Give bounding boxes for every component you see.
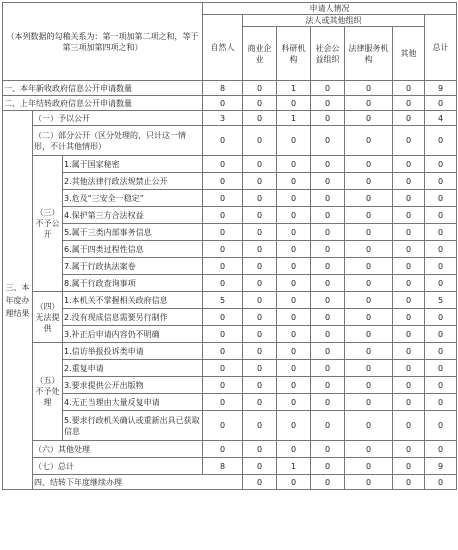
value-cell: 0 [311,207,345,224]
value-cell: 0 [203,275,243,292]
row-label: 7.属于行政执法案卷 [63,258,203,275]
value-cell: 0 [277,96,311,111]
value-cell: 0 [311,343,345,360]
legal-group-header: 法人或其他组织 [243,15,425,27]
value-cell: 0 [277,309,311,326]
value-cell: 0 [425,224,457,241]
row-label: 8.属于行政查询事项 [63,275,203,292]
value-cell: 0 [345,394,393,411]
value-cell: 0 [243,190,277,207]
value-cell: 0 [393,309,425,326]
value-cell: 0 [277,292,311,309]
value-cell: 0 [345,343,393,360]
table-row [3,207,457,224]
value-cell: 0 [345,207,393,224]
value-cell: 0 [393,275,425,292]
row-label: 3.要求提供公开出版物 [63,377,203,394]
col-research: 科研机构 [277,27,311,81]
value-cell: 0 [345,377,393,394]
value-cell: 0 [345,411,393,441]
table-row [3,343,457,360]
table-row [3,126,457,156]
value-cell: 0 [277,441,311,458]
value-cell: 0 [425,275,457,292]
value-cell: 0 [277,258,311,275]
value-cell: 0 [425,411,457,441]
value-cell: 0 [311,111,345,126]
value-cell: 0 [345,258,393,275]
value-cell: 0 [393,360,425,377]
value-cell: 0 [311,292,345,309]
value-cell: 0 [311,475,345,490]
value-cell: 8 [203,458,243,475]
value-cell: 0 [393,343,425,360]
value-cell: 8 [203,81,243,96]
value-cell: 0 [311,81,345,96]
value-cell: 0 [425,343,457,360]
value-cell: 0 [203,156,243,173]
value-cell: 0 [393,258,425,275]
value-cell: 1 [277,81,311,96]
value-cell: 0 [393,241,425,258]
value-cell: 0 [203,377,243,394]
value-cell: 1 [277,458,311,475]
value-cell: 0 [393,156,425,173]
table-row [3,441,457,458]
value-cell: 0 [345,111,393,126]
value-cell: 0 [277,173,311,190]
value-cell: 0 [311,241,345,258]
value-cell: 9 [425,458,457,475]
value-cell: 0 [425,360,457,377]
table-row [3,81,457,96]
row-label: 3.补正后申请内容仍不明确 [63,326,203,343]
value-cell: 0 [277,411,311,441]
table-row [3,475,457,490]
value-cell: 3 [203,111,243,126]
value-cell: 0 [243,360,277,377]
value-cell: 0 [277,126,311,156]
value-cell: 0 [243,126,277,156]
table-row [3,411,457,441]
value-cell: 0 [345,326,393,343]
table-row [3,292,457,309]
value-cell: 0 [277,275,311,292]
value-cell: 0 [425,190,457,207]
table-row [3,224,457,241]
corner-note: （本列数据的勾稽关系为：第一项加第二项之和，等于第三项加第四项之和） [3,3,203,81]
row-label: 二、上年结转政府信息公开申请数量 [3,96,203,111]
value-cell: 0 [345,441,393,458]
value-cell: 0 [393,224,425,241]
value-cell: 0 [345,458,393,475]
table-row [3,258,457,275]
value-cell: 1 [277,111,311,126]
table-row [3,241,457,258]
value-cell: 0 [393,81,425,96]
value-cell: 0 [393,394,425,411]
col-social-welfare: 社会公益组织 [311,27,345,81]
value-cell: 0 [243,309,277,326]
table-row [3,377,457,394]
value-cell: 0 [311,377,345,394]
row-label: （一）予以公开 [33,111,203,126]
value-cell: 0 [277,394,311,411]
value-cell: 0 [243,207,277,224]
table-row [3,394,457,411]
row-label: 2.没有现成信息需要另行制作 [63,309,203,326]
value-cell: 4 [425,111,457,126]
col-total: 总计 [425,15,457,81]
value-cell: 0 [311,156,345,173]
value-cell: 0 [243,224,277,241]
table-row [3,326,457,343]
value-cell: 0 [243,241,277,258]
value-cell: 0 [203,258,243,275]
value-cell: 0 [311,326,345,343]
value-cell: 0 [425,156,457,173]
value-cell: 0 [311,458,345,475]
row-label: 4.无正当理由大量反复申请 [63,394,203,411]
value-cell: 0 [311,360,345,377]
value-cell: 0 [345,96,393,111]
applicant-header: 申请人情况 [203,3,457,15]
value-cell: 0 [393,458,425,475]
value-cell: 0 [243,156,277,173]
value-cell: 5 [203,292,243,309]
value-cell: 0 [277,377,311,394]
value-cell: 0 [203,207,243,224]
value-cell: 0 [277,343,311,360]
value-cell: 0 [345,292,393,309]
value-cell: 0 [243,411,277,441]
table-row [3,111,457,126]
row-label: （七）总计 [33,458,203,475]
value-cell: 0 [393,441,425,458]
value-cell: 0 [203,241,243,258]
value-cell: 0 [393,96,425,111]
value-cell: 0 [277,190,311,207]
value-cell: 0 [425,309,457,326]
value-cell: 0 [393,173,425,190]
value-cell: 0 [203,173,243,190]
value-cell: 0 [203,394,243,411]
table-row [3,156,457,173]
value-cell: 0 [311,126,345,156]
table-row [3,458,457,475]
value-cell: 0 [393,190,425,207]
value-cell: 0 [203,360,243,377]
value-cell: 0 [277,224,311,241]
value-cell: 0 [393,207,425,224]
value-cell: 0 [243,458,277,475]
row-label: （二）部分公开（区分处理的，只计这一情形，不计其他情形） [33,126,203,156]
value-cell: 0 [243,173,277,190]
value-cell: 0 [243,275,277,292]
value-cell: 0 [203,326,243,343]
value-cell: 0 [393,126,425,156]
value-cell: 0 [425,377,457,394]
row-label: 6.属于四类过程性信息 [63,241,203,258]
value-cell: 0 [311,96,345,111]
row-label: （六）其他处理 [33,441,203,458]
row-label: 2.其他法律行政法规禁止公开 [63,173,203,190]
value-cell: 0 [425,258,457,275]
value-cell: 0 [277,207,311,224]
value-cell: 0 [277,360,311,377]
row-label: 四、结转下年度继续办理 [33,475,243,490]
value-cell: 0 [425,475,457,490]
row-label: 一、本年新收政府信息公开申请数量 [3,81,203,96]
section3-label: 三、本年度办理结果 [3,111,33,490]
value-cell: 0 [425,96,457,111]
value-cell: 0 [277,156,311,173]
value-cell: 0 [243,377,277,394]
row-label: 1.本机关不掌握相关政府信息 [63,292,203,309]
table-row [3,96,457,111]
value-cell: 0 [203,343,243,360]
value-cell: 0 [311,190,345,207]
group-cannot-provide: （四）无法提供 [33,292,63,343]
row-label: 4.保护第三方合法权益 [63,207,203,224]
value-cell: 0 [425,326,457,343]
value-cell: 0 [393,411,425,441]
value-cell: 0 [345,241,393,258]
col-commercial: 商业企业 [243,27,277,81]
table-row [3,173,457,190]
value-cell: 0 [243,292,277,309]
value-cell: 0 [243,258,277,275]
value-cell: 0 [311,224,345,241]
value-cell: 0 [345,126,393,156]
value-cell: 0 [311,394,345,411]
table-row [3,275,457,292]
value-cell: 0 [345,360,393,377]
value-cell: 0 [345,156,393,173]
value-cell: 0 [425,207,457,224]
value-cell: 0 [393,292,425,309]
col-other: 其他 [393,27,425,81]
value-cell: 0 [393,475,425,490]
group-not-process: （五）不予处理 [33,343,63,441]
col-natural-person: 自然人 [203,15,243,81]
value-cell: 0 [345,309,393,326]
value-cell: 0 [203,190,243,207]
table-row [3,360,457,377]
value-cell: 0 [243,111,277,126]
value-cell: 0 [203,126,243,156]
value-cell: 0 [277,326,311,343]
value-cell: 0 [425,173,457,190]
value-cell: 0 [277,475,311,490]
value-cell: 5 [425,292,457,309]
value-cell: 0 [203,224,243,241]
value-cell: 0 [311,275,345,292]
table-row [3,190,457,207]
value-cell: 0 [425,126,457,156]
col-legal-service: 法律服务机构 [345,27,393,81]
value-cell: 0 [425,394,457,411]
value-cell: 0 [243,394,277,411]
value-cell: 0 [243,81,277,96]
value-cell: 0 [277,241,311,258]
row-label: 1.属于国家秘密 [63,156,203,173]
value-cell: 0 [425,441,457,458]
value-cell: 0 [311,309,345,326]
row-label: 2.重复申请 [63,360,203,377]
value-cell: 0 [393,111,425,126]
value-cell: 0 [345,475,393,490]
value-cell: 0 [243,441,277,458]
value-cell: 0 [345,224,393,241]
value-cell: 0 [311,173,345,190]
value-cell: 0 [243,343,277,360]
value-cell: 0 [243,326,277,343]
disclosure-stats-table [2,2,457,490]
value-cell: 0 [203,411,243,441]
value-cell: 0 [345,275,393,292]
value-cell: 9 [425,81,457,96]
row-label: 5.属于三类内部事务信息 [63,224,203,241]
value-cell: 0 [393,377,425,394]
value-cell: 0 [311,411,345,441]
value-cell: 0 [311,441,345,458]
value-cell: 0 [243,96,277,111]
value-cell: 0 [203,309,243,326]
value-cell: 0 [311,258,345,275]
value-cell: 0 [393,326,425,343]
table-row [3,309,457,326]
value-cell: 0 [243,475,277,490]
row-label: 5.要求行政机关确认或重新出具已获取信息 [63,411,203,441]
value-cell: 0 [425,241,457,258]
row-label: 3.危及“三安全一稳定” [63,190,203,207]
value-cell: 0 [345,81,393,96]
row-label: 1.信访举报投诉类申请 [63,343,203,360]
group-not-disclose: （三）不予公开 [33,156,63,292]
value-cell: 0 [203,96,243,111]
value-cell: 0 [345,173,393,190]
value-cell: 0 [345,190,393,207]
value-cell: 0 [203,441,243,458]
